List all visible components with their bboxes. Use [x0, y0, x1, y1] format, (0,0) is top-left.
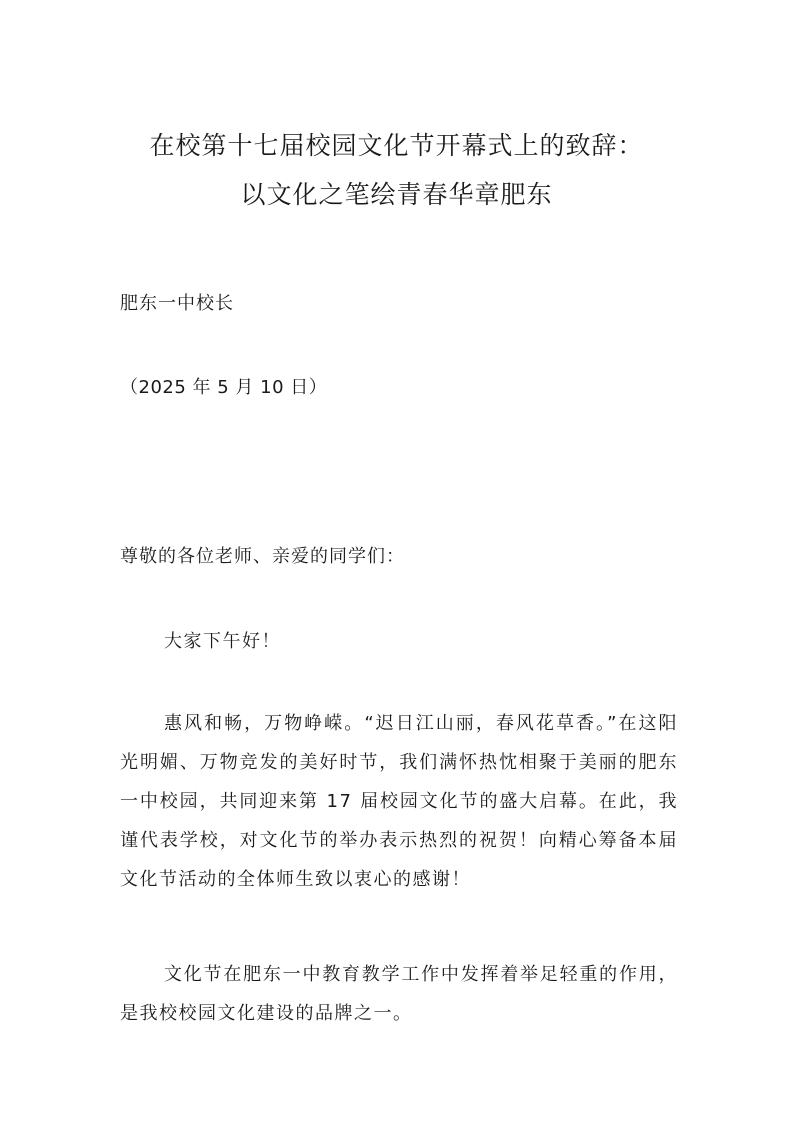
document-title-line-2: 以文化之笔绘青春华章肥东	[240, 180, 553, 209]
document-title-line-1: 在校第十七届校园文化节开幕式上的致辞：	[149, 131, 644, 160]
date-line: （2025 年 5 月 10 日）	[120, 377, 328, 398]
paragraph-body-2: 文化节在肥东一中教育教学工作中发挥着举足轻重的作用，是我校校园文化建设的品牌之一。	[120, 964, 678, 1024]
paragraph-opening: 大家下午好！	[164, 631, 281, 652]
salutation: 尊敬的各位老师、亲爱的同学们：	[120, 546, 405, 567]
author-line: 肥东一中校长	[120, 293, 234, 314]
paragraph-body-1: 惠风和畅，万物峥嵘。“迟日江山丽，春风花草香。”在这阳光明媚、万物竞发的美好时节，我们满怀热忱相聚于美丽的肥东一中校园，共同迎来第 17 届校园文化节的盛大启幕。在此，我谨代表学校，对文化节的举办表示热烈的祝贺！向精心筹备本届文化节活动的全体师生致以衷心的感谢！	[120, 713, 678, 890]
